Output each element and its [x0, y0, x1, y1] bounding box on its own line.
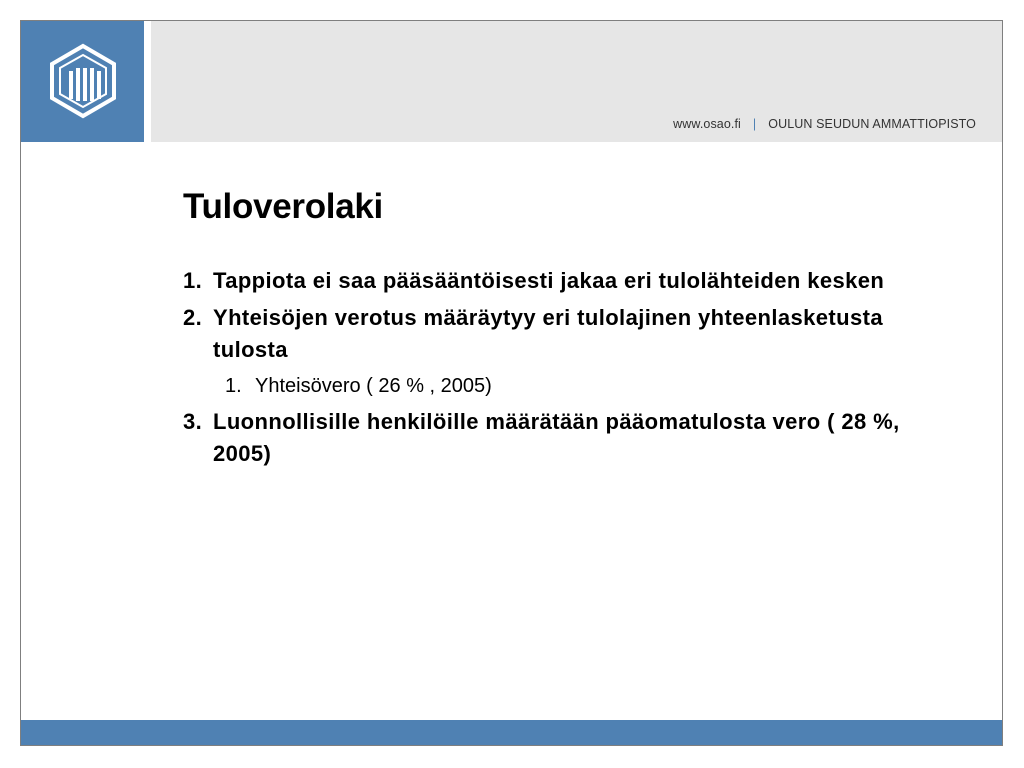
list-item [183, 265, 903, 297]
header-url-line [673, 117, 976, 131]
building-columns-logo-icon [49, 43, 117, 119]
list-item-text: Luonnollisille henkilöille määrätään pääomatulosta vero ( 28 %, 2005) [213, 409, 900, 466]
list-item-number: 1. [183, 268, 203, 293]
slide-title: Tuloverolaki [183, 187, 383, 226]
footer-band [21, 720, 1002, 745]
slide [20, 20, 1003, 746]
list-item-number: 3. [183, 409, 203, 434]
header-band [21, 21, 1002, 142]
list-item [183, 406, 903, 470]
logo-divider [144, 21, 151, 142]
website-link[interactable]: www.osao.fi [673, 117, 741, 131]
sub-list-item-number: 1. [225, 375, 242, 397]
list-item [183, 302, 903, 366]
list-item-text: Tappiota ei saa pääsääntöisesti jakaa eri tulolähteiden kesken [213, 268, 885, 293]
slide-content [183, 265, 903, 470]
list-item-text: Yhteisöjen verotus määräytyy eri tulolajinen yhteenlasketusta tulosta [213, 305, 883, 362]
list-item-number: 2. [183, 305, 203, 330]
sub-list-item [225, 371, 903, 401]
organization-name: OULUN SEUDUN AMMATTIOPISTO [768, 117, 976, 131]
sub-list-item-text: Yhteisövero ( 26 % , 2005) [255, 375, 492, 397]
logo-box [21, 21, 144, 142]
header-separator: | [752, 117, 757, 131]
